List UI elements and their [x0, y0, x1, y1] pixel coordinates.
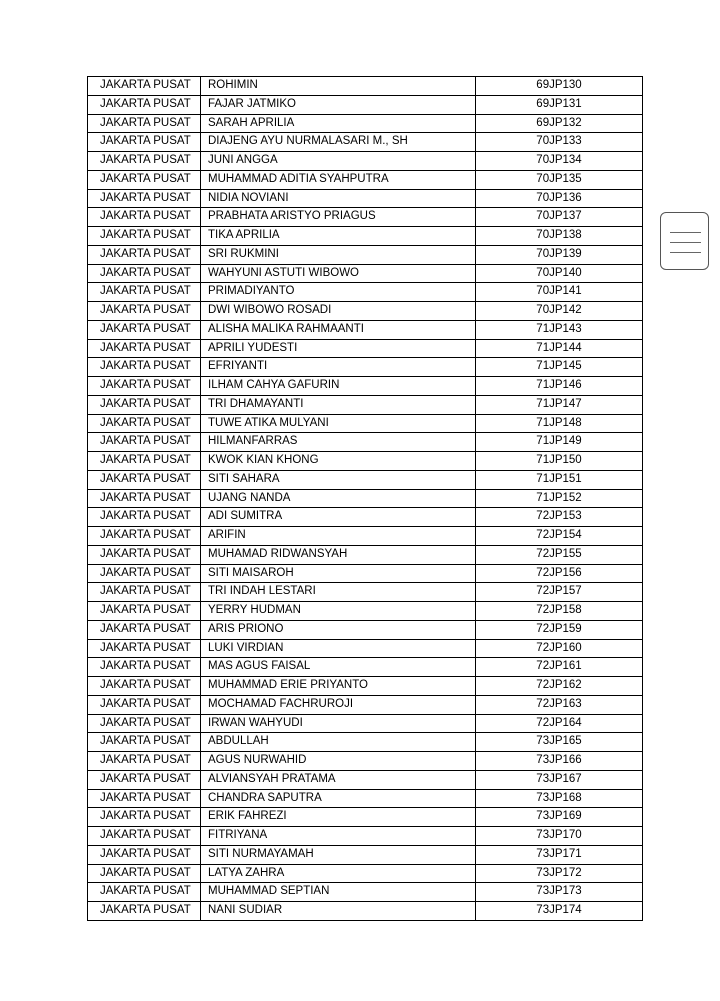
region-cell: JAKARTA PUSAT [88, 77, 201, 96]
region-cell: JAKARTA PUSAT [88, 489, 201, 508]
table-row [88, 77, 643, 96]
name-cell: ILHAM CAHYA GAFURIN [201, 377, 476, 396]
region-cell: JAKARTA PUSAT [88, 264, 201, 283]
name-cell: WAHYUNI ASTUTI WIBOWO [201, 264, 476, 283]
name-cell: ARIS PRIONO [201, 620, 476, 639]
region-cell: JAKARTA PUSAT [88, 302, 201, 321]
name-cell: DWI WIBOWO ROSADI [201, 302, 476, 321]
table-row [88, 527, 643, 546]
table-row [88, 752, 643, 771]
name-cell: MOCHAMAD FACHRUROJI [201, 695, 476, 714]
table-row [88, 508, 643, 527]
table-row [88, 395, 643, 414]
table-row [88, 414, 643, 433]
name-cell: TRI INDAH LESTARI [201, 583, 476, 602]
code-cell: 70JP142 [476, 302, 643, 321]
code-cell: 71JP147 [476, 395, 643, 414]
region-cell: JAKARTA PUSAT [88, 152, 201, 171]
name-cell: MUHAMMAD SEPTIAN [201, 883, 476, 902]
table-row [88, 133, 643, 152]
name-cell: DIAJENG AYU NURMALASARI M., SH [201, 133, 476, 152]
region-cell: JAKARTA PUSAT [88, 452, 201, 471]
code-cell: 72JP162 [476, 677, 643, 696]
name-cell: JUNI ANGGA [201, 152, 476, 171]
region-cell: JAKARTA PUSAT [88, 339, 201, 358]
name-cell: SITI SAHARA [201, 470, 476, 489]
table-row [88, 564, 643, 583]
region-cell: JAKARTA PUSAT [88, 902, 201, 921]
code-cell: 72JP158 [476, 602, 643, 621]
table-row [88, 452, 643, 471]
region-cell: JAKARTA PUSAT [88, 283, 201, 302]
code-cell: 70JP139 [476, 245, 643, 264]
table-row [88, 695, 643, 714]
region-cell: JAKARTA PUSAT [88, 789, 201, 808]
table-row [88, 583, 643, 602]
name-cell: TUWE ATIKA MULYANI [201, 414, 476, 433]
region-cell: JAKARTA PUSAT [88, 733, 201, 752]
code-cell: 71JP150 [476, 452, 643, 471]
participant-table [87, 76, 643, 921]
name-cell: MUHAMMAD ADITIA SYAHPUTRA [201, 170, 476, 189]
code-cell: 72JP160 [476, 639, 643, 658]
region-cell: JAKARTA PUSAT [88, 358, 201, 377]
code-cell: 72JP159 [476, 620, 643, 639]
code-cell: 73JP173 [476, 883, 643, 902]
code-cell: 72JP154 [476, 527, 643, 546]
table-row [88, 733, 643, 752]
code-cell: 72JP156 [476, 564, 643, 583]
table-row [88, 433, 643, 452]
table-row [88, 152, 643, 171]
name-cell: MAS AGUS FAISAL [201, 658, 476, 677]
code-cell: 73JP167 [476, 770, 643, 789]
name-cell: LUKI VIRDIAN [201, 639, 476, 658]
name-cell: TIKA APRILIA [201, 227, 476, 246]
table-row [88, 902, 643, 921]
region-cell: JAKARTA PUSAT [88, 827, 201, 846]
code-cell: 69JP132 [476, 114, 643, 133]
table-row [88, 114, 643, 133]
region-cell: JAKARTA PUSAT [88, 545, 201, 564]
name-cell: AGUS NURWAHID [201, 752, 476, 771]
region-cell: JAKARTA PUSAT [88, 414, 201, 433]
region-cell: JAKARTA PUSAT [88, 677, 201, 696]
participant-table-body [88, 77, 643, 921]
name-cell: YERRY HUDMAN [201, 602, 476, 621]
region-cell: JAKARTA PUSAT [88, 133, 201, 152]
name-cell: ADI SUMITRA [201, 508, 476, 527]
region-cell: JAKARTA PUSAT [88, 114, 201, 133]
region-cell: JAKARTA PUSAT [88, 752, 201, 771]
name-cell: ABDULLAH [201, 733, 476, 752]
code-cell: 70JP141 [476, 283, 643, 302]
code-cell: 72JP153 [476, 508, 643, 527]
code-cell: 71JP145 [476, 358, 643, 377]
code-cell: 73JP170 [476, 827, 643, 846]
menu-line-top [670, 232, 701, 233]
region-cell: JAKARTA PUSAT [88, 395, 201, 414]
code-cell: 70JP137 [476, 208, 643, 227]
table-row [88, 320, 643, 339]
name-cell: ERIK FAHREZI [201, 808, 476, 827]
name-cell: NANI SUDIAR [201, 902, 476, 921]
region-cell: JAKARTA PUSAT [88, 583, 201, 602]
name-cell: HILMANFARRAS [201, 433, 476, 452]
table-row [88, 358, 643, 377]
code-cell: 71JP146 [476, 377, 643, 396]
code-cell: 73JP171 [476, 845, 643, 864]
code-cell: 70JP134 [476, 152, 643, 171]
region-cell: JAKARTA PUSAT [88, 620, 201, 639]
name-cell: FITRIYANA [201, 827, 476, 846]
name-cell: SRI RUKMINI [201, 245, 476, 264]
region-cell: JAKARTA PUSAT [88, 508, 201, 527]
table-row [88, 770, 643, 789]
region-cell: JAKARTA PUSAT [88, 714, 201, 733]
name-cell: UJANG NANDA [201, 489, 476, 508]
name-cell: MUHAMAD RIDWANSYAH [201, 545, 476, 564]
region-cell: JAKARTA PUSAT [88, 377, 201, 396]
table-row [88, 283, 643, 302]
name-cell: ARIFIN [201, 527, 476, 546]
region-cell: JAKARTA PUSAT [88, 658, 201, 677]
table-row [88, 339, 643, 358]
name-cell: SITI NURMAYAMAH [201, 845, 476, 864]
name-cell: ALISHA MALIKA RAHMAANTI [201, 320, 476, 339]
name-cell: SARAH APRILIA [201, 114, 476, 133]
table-row [88, 489, 643, 508]
region-cell: JAKARTA PUSAT [88, 245, 201, 264]
table-row [88, 714, 643, 733]
region-cell: JAKARTA PUSAT [88, 208, 201, 227]
name-cell: CHANDRA SAPUTRA [201, 789, 476, 808]
name-cell: ROHIMIN [201, 77, 476, 96]
table-row [88, 264, 643, 283]
table-row [88, 245, 643, 264]
hamburger-menu-icon[interactable] [660, 212, 709, 270]
code-cell: 71JP143 [476, 320, 643, 339]
name-cell: PRIMADIYANTO [201, 283, 476, 302]
region-cell: JAKARTA PUSAT [88, 564, 201, 583]
code-cell: 70JP133 [476, 133, 643, 152]
region-cell: JAKARTA PUSAT [88, 189, 201, 208]
table-row [88, 170, 643, 189]
code-cell: 73JP174 [476, 902, 643, 921]
code-cell: 71JP144 [476, 339, 643, 358]
table-row [88, 227, 643, 246]
region-cell: JAKARTA PUSAT [88, 170, 201, 189]
table-row [88, 208, 643, 227]
code-cell: 70JP140 [476, 264, 643, 283]
name-cell: IRWAN WAHYUDI [201, 714, 476, 733]
code-cell: 70JP136 [476, 189, 643, 208]
table-row [88, 602, 643, 621]
table-row [88, 789, 643, 808]
code-cell: 69JP130 [476, 77, 643, 96]
name-cell: PRABHATA ARISTYO PRIAGUS [201, 208, 476, 227]
code-cell: 73JP172 [476, 864, 643, 883]
region-cell: JAKARTA PUSAT [88, 883, 201, 902]
table-row [88, 845, 643, 864]
table-row [88, 658, 643, 677]
table-row [88, 883, 643, 902]
code-cell: 71JP149 [476, 433, 643, 452]
table-row [88, 189, 643, 208]
region-cell: JAKARTA PUSAT [88, 770, 201, 789]
region-cell: JAKARTA PUSAT [88, 227, 201, 246]
code-cell: 72JP163 [476, 695, 643, 714]
code-cell: 69JP131 [476, 95, 643, 114]
region-cell: JAKARTA PUSAT [88, 602, 201, 621]
region-cell: JAKARTA PUSAT [88, 864, 201, 883]
code-cell: 73JP168 [476, 789, 643, 808]
table-row [88, 827, 643, 846]
name-cell: KWOK KIAN KHONG [201, 452, 476, 471]
code-cell: 71JP152 [476, 489, 643, 508]
code-cell: 70JP135 [476, 170, 643, 189]
name-cell: EFRIYANTI [201, 358, 476, 377]
region-cell: JAKARTA PUSAT [88, 527, 201, 546]
name-cell: LATYA ZAHRA [201, 864, 476, 883]
table-row [88, 639, 643, 658]
name-cell: SITI MAISAROH [201, 564, 476, 583]
table-row [88, 808, 643, 827]
table-row [88, 377, 643, 396]
name-cell: FAJAR JATMIKO [201, 95, 476, 114]
region-cell: JAKARTA PUSAT [88, 320, 201, 339]
name-cell: TRI DHAMAYANTI [201, 395, 476, 414]
name-cell: NIDIA NOVIANI [201, 189, 476, 208]
code-cell: 72JP157 [476, 583, 643, 602]
region-cell: JAKARTA PUSAT [88, 639, 201, 658]
code-cell: 73JP169 [476, 808, 643, 827]
region-cell: JAKARTA PUSAT [88, 845, 201, 864]
table-row [88, 545, 643, 564]
table-row [88, 620, 643, 639]
name-cell: MUHAMMAD ERIE PRIYANTO [201, 677, 476, 696]
table-row [88, 302, 643, 321]
region-cell: JAKARTA PUSAT [88, 433, 201, 452]
code-cell: 72JP161 [476, 658, 643, 677]
code-cell: 73JP165 [476, 733, 643, 752]
code-cell: 72JP155 [476, 545, 643, 564]
region-cell: JAKARTA PUSAT [88, 695, 201, 714]
menu-line-middle [670, 242, 701, 243]
region-cell: JAKARTA PUSAT [88, 808, 201, 827]
table-row [88, 677, 643, 696]
table-row [88, 95, 643, 114]
menu-line-bottom [670, 252, 701, 253]
region-cell: JAKARTA PUSAT [88, 95, 201, 114]
table-row [88, 470, 643, 489]
code-cell: 71JP151 [476, 470, 643, 489]
name-cell: ALVIANSYAH PRATAMA [201, 770, 476, 789]
code-cell: 73JP166 [476, 752, 643, 771]
code-cell: 71JP148 [476, 414, 643, 433]
region-cell: JAKARTA PUSAT [88, 470, 201, 489]
code-cell: 72JP164 [476, 714, 643, 733]
code-cell: 70JP138 [476, 227, 643, 246]
table-row [88, 864, 643, 883]
name-cell: APRILI YUDESTI [201, 339, 476, 358]
